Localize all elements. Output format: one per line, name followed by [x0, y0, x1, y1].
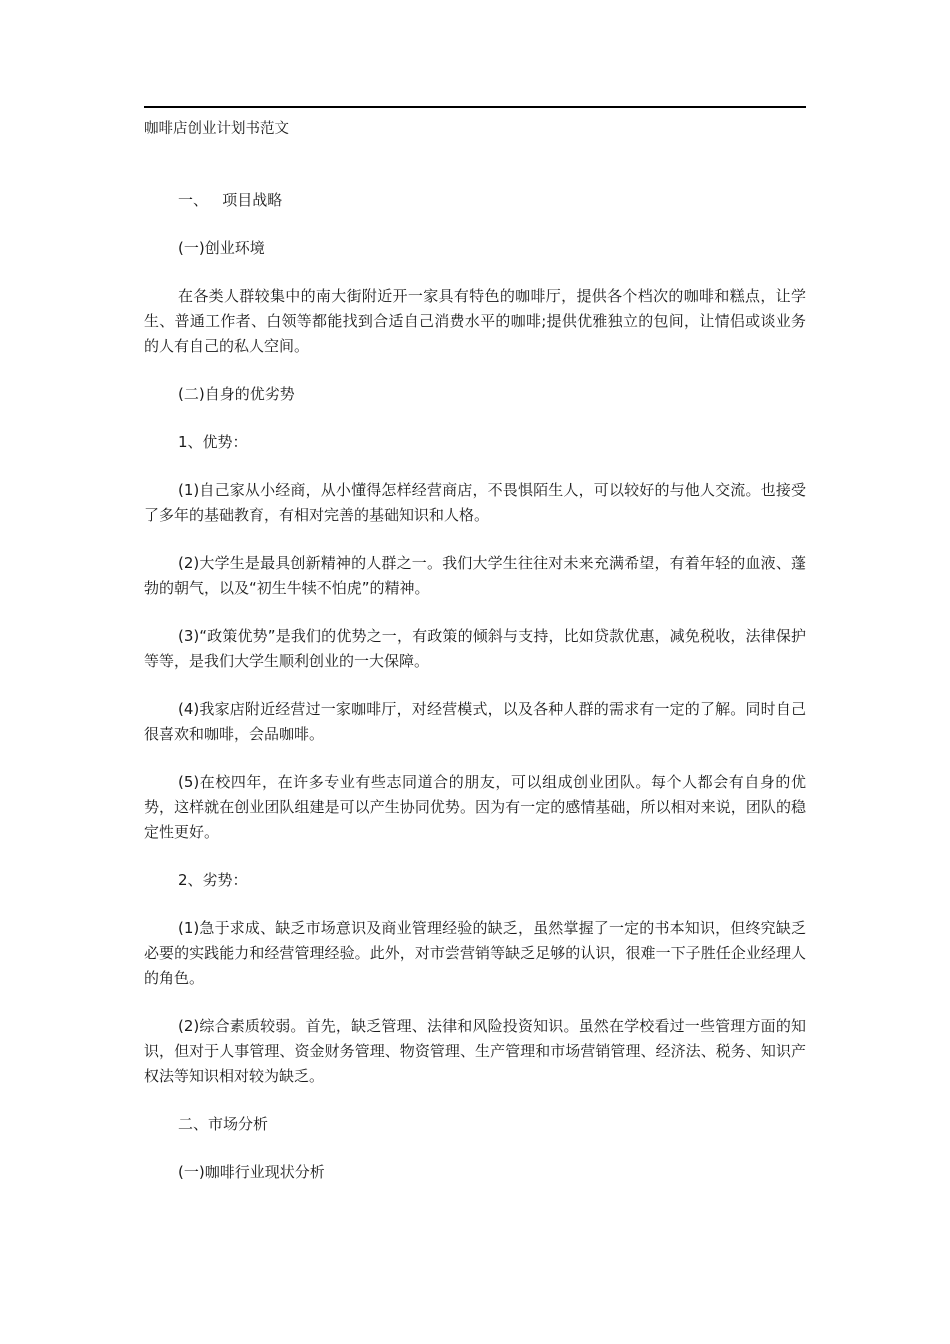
weakness-item-1: (1)急于求成、缺乏市场意识及商业管理经验的缺乏，虽然掌握了一定的书本知识，但终究缺乏必要的实践能力和经营管理经验。此外，对市尝营销等缺乏足够的认识，很难一下子胜任企业经理人的角色。: [144, 919, 806, 987]
strength-item-5: (5)在校四年，在许多专业有些志同道合的朋友，可以组成创业团队。每个人都会有自身的优势，这样就在创业团队组建是可以产生协同优势。因为有一定的感情基础，所以相对来说，团队的稳定性更好。: [144, 773, 806, 841]
weakness-item-2: (2)综合素质较弱。首先，缺乏管理、法律和风险投资知识。虽然在学校看过一些管理方面的知识，但对于人事管理、资金财务管理、物资管理、生产管理和市场营销管理、经济法、税务、知识产权法等知识相对较为缺乏。: [144, 1017, 806, 1085]
header-rule: [144, 106, 806, 108]
subsection-heading-strengths-weaknesses: (二)自身的优劣势: [178, 385, 295, 403]
section-heading-project-strategy: 一、 项目战略: [178, 191, 283, 209]
strength-item-4: (4)我家店附近经营过一家咖啡厅，对经营模式，以及各种人群的需求有一定的了解。同时自己很喜欢和咖啡，会品咖啡。: [144, 700, 806, 743]
strength-item-1: (1)自己家从小经商，从小懂得怎样经营商店，不畏惧陌生人，可以较好的与他人交流。也接受了多年的基础教育，有相对完善的基础知识和人格。: [144, 481, 806, 524]
list-heading-weaknesses: 2、劣势：: [178, 871, 248, 889]
section-heading-market-analysis: 二、市场分析: [178, 1115, 269, 1133]
strength-item-3: (3)“政策优势”是我们的优势之一，有政策的倾斜与支持，比如贷款优惠，减免税收，法律保护等等，是我们大学生顺利创业的一大保障。: [144, 627, 806, 670]
subsection-heading-industry-status: (一)咖啡行业现状分析: [178, 1163, 325, 1181]
list-heading-strengths: 1、优势：: [178, 433, 248, 451]
strength-item-2: (2)大学生是最具创新精神的人群之一。我们大学生往往对未来充满希望，有着年轻的血液、蓬勃的朝气，以及“初生牛犊不怕虎”的精神。: [144, 554, 806, 597]
document-title: 咖啡店创业计划书范文: [144, 121, 289, 137]
paragraph-environment: 在各类人群较集中的南大街附近开一家具有特色的咖啡厅，提供各个档次的咖啡和糕点，让学生、普通工作者、白领等都能找到合适自己消费水平的咖啡;提供优雅独立的包间，让情侣或谈业务的人有自己的私人空间。: [144, 287, 806, 355]
subsection-heading-environment: (一)创业环境: [178, 239, 265, 257]
document-body: [144, 188, 806, 1208]
